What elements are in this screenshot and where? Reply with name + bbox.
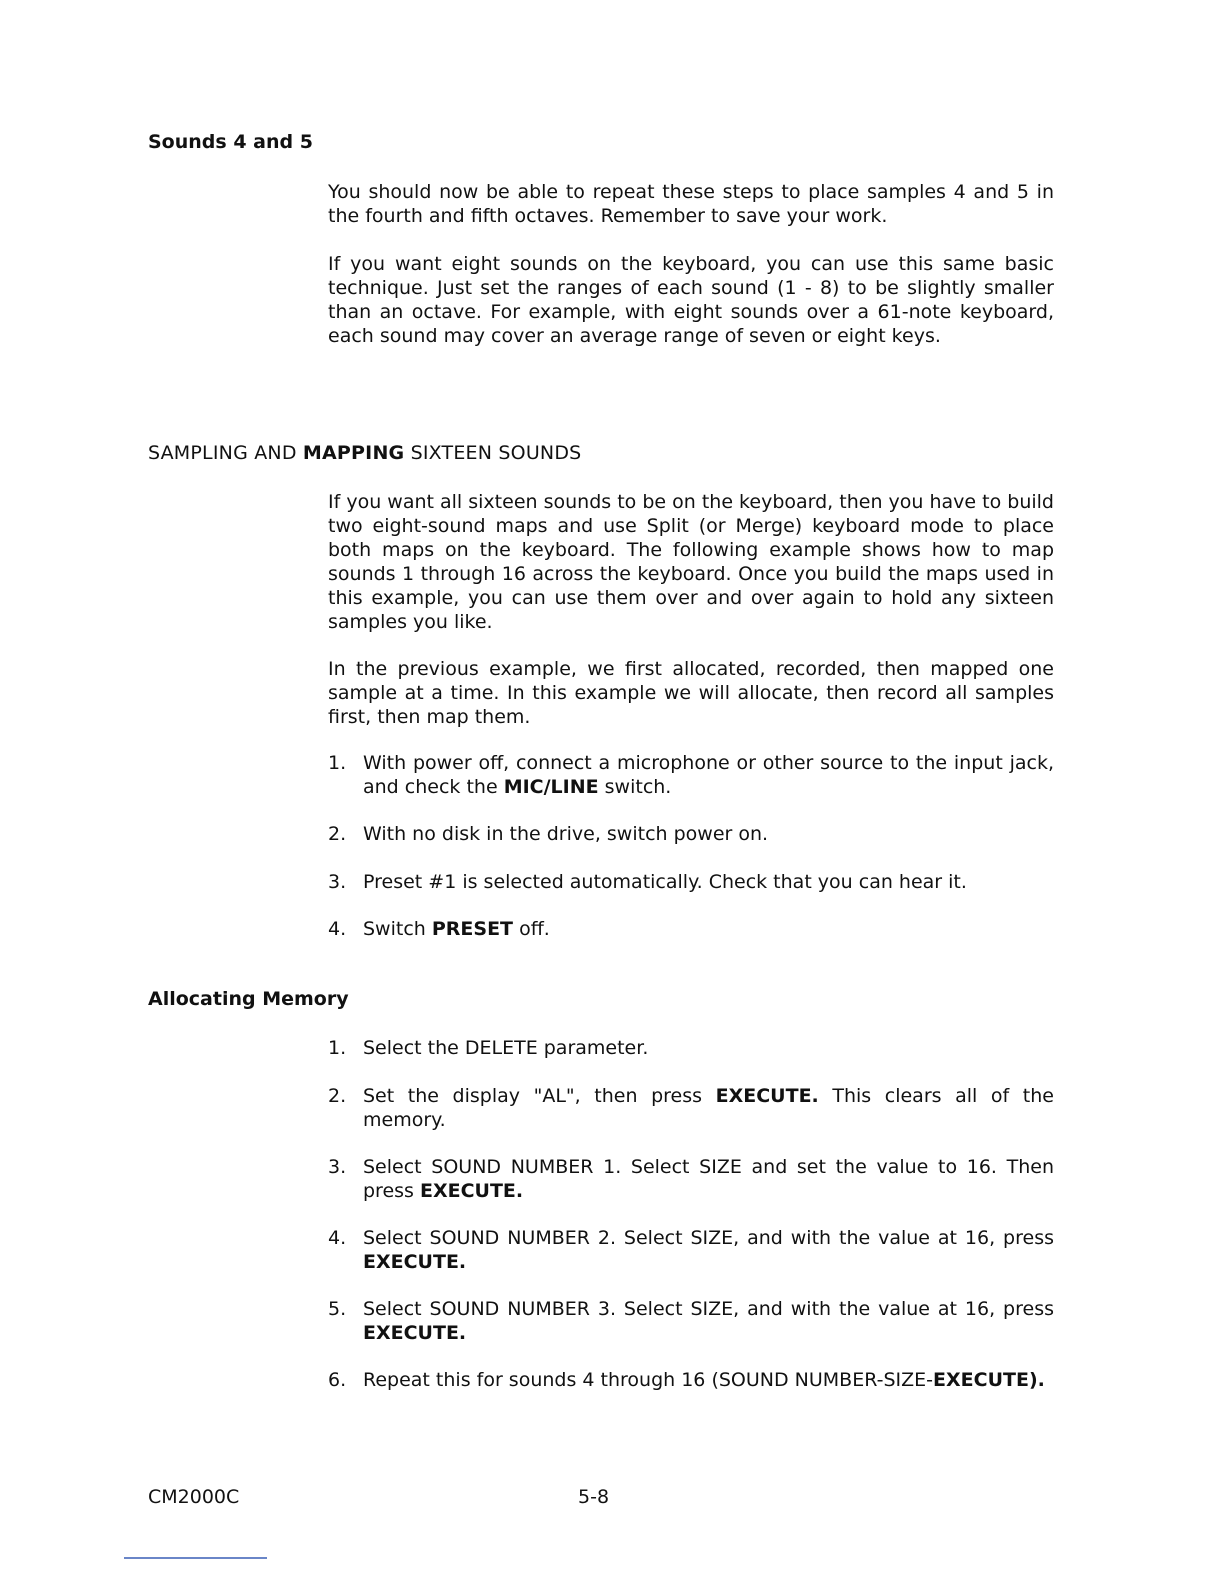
step-text <box>363 1036 1054 1060</box>
bottom-rule <box>124 1557 267 1559</box>
step-text-pre: Repeat this for sounds 4 through 16 (SOUND NUMBER-SIZE- <box>363 1369 934 1391</box>
step-text-pre: Switch <box>363 918 432 940</box>
paragraph-sixteen-intro: If you want all sixteen sounds to be on the keyboard, then you have to build two eight-sound maps and use Split (or Merge) keyboard mode to place both maps on the keyboard. The following example shows how to map sounds 1 through 16 across the keyboard. Once you build the maps used in this example, you can use them over and over again to hold any sixteen samples you like. <box>328 491 1054 633</box>
step-text-post: This clears all of the memory. <box>363 1085 1054 1131</box>
step-text-bold: EXECUTE. <box>715 1085 819 1107</box>
footer-page-number: 5-8 <box>578 1486 610 1508</box>
step-text-bold: EXECUTE. <box>419 1180 524 1202</box>
paragraph-previous-example: In the previous example, we first allocated, recorded, then mapped one sample at a time. In this example we will allocate, then record all samples first, then map them. <box>328 658 1054 728</box>
step-text-bold: MIC/LINE <box>503 776 599 798</box>
step-text-post: switch. <box>598 776 672 798</box>
step-text <box>363 1368 1054 1392</box>
step-text-pre: Select SOUND NUMBER 2. Select SIZE, and with the value at 16, press <box>363 1227 1054 1249</box>
step-text-pre: Set the display "AL", then press <box>363 1085 716 1107</box>
step-text <box>363 870 1054 894</box>
step-text-bold: PRESET <box>431 918 514 940</box>
step-number: 4. <box>328 1227 347 1249</box>
step-number: 5. <box>328 1298 347 1320</box>
step-text-pre: Select the DELETE parameter. <box>363 1037 649 1059</box>
heading-part-a: SAMPLING AND <box>148 442 303 464</box>
step-number: 3. <box>328 871 347 893</box>
step-text <box>363 1084 1054 1132</box>
step-text-bold: EXECUTE. <box>363 1251 467 1273</box>
step-text <box>363 1297 1054 1345</box>
step-text-post: off. <box>513 918 550 940</box>
step-text-bold: EXECUTE. <box>363 1322 467 1344</box>
step-number: 6. <box>328 1369 347 1391</box>
step-text <box>363 751 1054 799</box>
step-text-pre: With power off, connect a microphone or other source to the input jack, and check the <box>363 752 1054 798</box>
step-number: 2. <box>328 1085 347 1107</box>
heading-sampling-and-mapping <box>148 442 581 464</box>
step-text <box>363 1226 1054 1274</box>
heading-sounds-4-and-5: Sounds 4 and 5 <box>148 131 313 153</box>
step-text-pre: Select SOUND NUMBER 1. Select SIZE and set the value to 16. Then press <box>363 1156 1054 1202</box>
step-number: 3. <box>328 1156 347 1178</box>
step-number: 4. <box>328 918 347 940</box>
step-number: 2. <box>328 823 347 845</box>
step-text <box>363 917 1054 941</box>
footer-document-code: CM2000C <box>148 1486 240 1508</box>
step-text <box>363 822 1054 846</box>
heading-part-c: SIXTEEN SOUNDS <box>404 442 582 464</box>
step-text-pre: Select SOUND NUMBER 3. Select SIZE, and with the value at 16, press <box>363 1298 1054 1320</box>
heading-allocating-memory: Allocating Memory <box>148 988 349 1010</box>
step-number: 1. <box>328 752 347 774</box>
step-text <box>363 1155 1054 1203</box>
paragraph-save-work: You should now be able to repeat these steps to place samples 4 and 5 in the fourth and fifth octaves. Remember to save your work. <box>328 181 1054 227</box>
paragraph-eight-sounds: If you want eight sounds on the keyboard, you can use this same basic technique. Just set the ranges of each sound (1 - 8) to be slightly smaller than an octave. For example, with eight sounds over a 61-note keyboard, each sound may cover an average range of seven or eight keys. <box>328 253 1054 347</box>
step-text-pre: With no disk in the drive, switch power on. <box>363 823 769 845</box>
heading-part-b: MAPPING <box>302 442 405 464</box>
step-text-bold: EXECUTE). <box>933 1369 1045 1391</box>
step-number: 1. <box>328 1037 347 1059</box>
step-text-pre: Preset #1 is selected automatically. Check that you can hear it. <box>363 871 967 893</box>
